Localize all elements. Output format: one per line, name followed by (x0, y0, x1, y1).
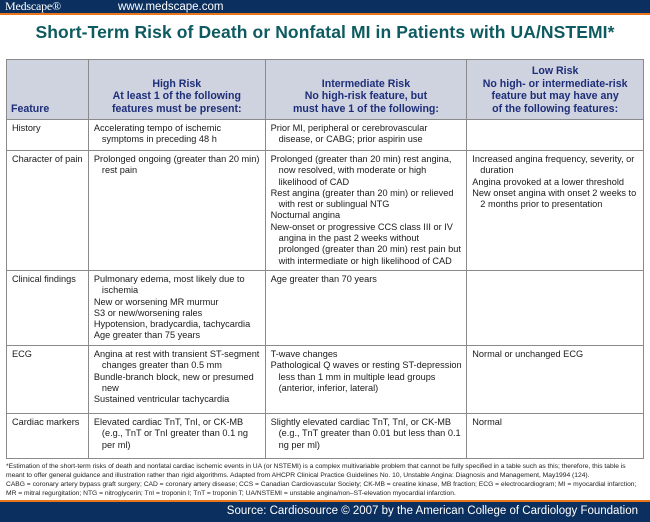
feature-cell: History (7, 120, 89, 151)
low-risk-cell (467, 120, 644, 151)
criterion-item: Pulmonary edema, most likely due to ischemia (93, 273, 245, 296)
table-row (7, 151, 644, 271)
low-risk-cell (467, 413, 644, 458)
intermediate-risk-cell (265, 270, 467, 345)
criterion-item: S3 or new/worsening rales (93, 307, 203, 318)
criterion-item: Elevated cardiac TnT, TnI, or CK-MB (e.g., TnT or TnI greater than 0.1 ng per ml) (93, 416, 248, 450)
criterion-item: Angina provoked at a lower threshold (472, 176, 624, 187)
criterion-item: Prolonged (greater than 20 min) rest angina, now resolved, with moderate or high likelihood of CAD (270, 154, 452, 187)
table-header-row (7, 60, 644, 120)
criterion-item: New or worsening MR murmur (93, 296, 219, 307)
risk-table (6, 59, 644, 459)
criterion-item: T-wave changes (270, 348, 338, 359)
high-risk-cell (88, 345, 265, 413)
criterion-item: Increased angina frequency, severity, or duration (472, 154, 635, 176)
table-row (7, 345, 644, 413)
criterion-item: Age greater than 70 years (270, 273, 377, 284)
feature-cell: ECG (7, 345, 89, 413)
criterion-item: Sustained ventricular tachycardia (93, 394, 230, 405)
site-url[interactable]: www.medscape.com (118, 0, 224, 13)
high-risk-cell (88, 120, 265, 151)
table-row (7, 270, 644, 345)
high-risk-cell (88, 270, 265, 345)
table-body (7, 120, 644, 459)
source-credit: Source: Cardiosource © 2007 by the American College of Cardiology Foundation (226, 505, 638, 517)
column-header-intermediate-risk: Intermediate Risk No high-risk feature, but must have 1 of the following: (265, 60, 467, 120)
source-footer (0, 500, 650, 522)
criterion-item: Rest angina (greater than 20 min) or relieved with rest or sublingual NTG (270, 187, 454, 210)
footnote-abbreviations: CABG = coronary artery bypass graft surgery; CAD = coronary artery disease; CCS = Canadian Cardiovascular Society; CK-MB = creatine kinase, MB fraction; ECG = electrocardiogram; MI = myocardial infarction; MR = mitral regurgitation; NTG = nitroglycerin; TnI = troponin I; TnT = troponin T; UA/NSTEMI = unstable angina/non–ST-elevation myocardial infarction. (6, 481, 637, 497)
criterion-item: Prolonged ongoing (greater than 20 min) rest pain (93, 154, 260, 176)
criterion-item: Pathological Q waves or resting ST-depression less than 1 mm in multiple lead groups (anterior, inferior, lateral) (270, 360, 462, 393)
criterion-item: Age greater than 75 years (93, 330, 201, 341)
criterion-item: New-onset or progressive CCS class III or IV angina in the past 2 weeks without prolonged (greater than 20 min) rest pain but with intermediate or high likelihood of CAD (270, 221, 461, 266)
high-risk-cell (88, 151, 265, 271)
column-header-feature: Feature (7, 60, 89, 120)
criterion-item: New onset angina with onset 2 weeks to 2 months prior to presentation (472, 187, 637, 210)
criterion-item: Prior MI, peripheral or cerebrovascular disease, or CABG; prior aspirin use (270, 123, 428, 145)
footnote (6, 462, 646, 498)
feature-cell: Clinical findings (7, 270, 89, 345)
intermediate-risk-cell (265, 345, 467, 413)
header-bar (0, 0, 650, 15)
low-risk-cell (467, 345, 644, 413)
feature-cell: Cardiac markers (7, 413, 89, 458)
table-row (7, 413, 644, 458)
column-header-low-risk: Low Risk No high- or intermediate-risk feature but may have any of the following features: (467, 60, 644, 120)
intermediate-risk-cell (265, 413, 467, 458)
criterion-item: Hypotension, bradycardia, tachycardia (93, 319, 251, 330)
criterion-item: Normal (472, 416, 502, 427)
criterion-item: Accelerating tempo of ischemic symptoms in preceding 48 h (93, 123, 222, 145)
intermediate-risk-cell (265, 120, 467, 151)
intermediate-risk-cell (265, 151, 467, 271)
high-risk-cell (88, 413, 265, 458)
column-header-high-risk: High Risk At least 1 of the following features must be present: (88, 60, 265, 120)
feature-cell: Character of pain (7, 151, 89, 271)
low-risk-cell (467, 270, 644, 345)
footnote-estimation: *Estimation of the short-term risks of death and nonfatal cardiac ischemic events in UA (or NSTEMI) is a complex multivariable problem that cannot be fully specified in a table such as this; therefore, this table is meant to offer general guidance and illustration rather than rigid algorithms. Adapted from AHCPR Clinical Practice Guidelines No. 10, Unstable Angina: Diagnosis and Management, May1994 (124). (6, 463, 626, 479)
medscape-logo[interactable]: Medscape® (5, 0, 61, 13)
page-title: Short-Term Risk of Death or Nonfatal MI in Patients with UA/NSTEMI* (35, 22, 615, 42)
criterion-item: Normal or unchanged ECG (472, 348, 584, 359)
criterion-item: Bundle-branch block, new or presumed new (93, 371, 254, 393)
low-risk-cell (467, 151, 644, 271)
table-row (7, 120, 644, 151)
criterion-item: Nocturnal angina (270, 210, 341, 221)
criterion-item: Angina at rest with transient ST-segment changes greater than 0.5 mm (93, 348, 260, 371)
criterion-item: Slightly elevated cardiac TnT, TnI, or CK-MB (e.g., TnT greater than 0.01 but less than 0.1 ng per ml) (270, 416, 461, 450)
